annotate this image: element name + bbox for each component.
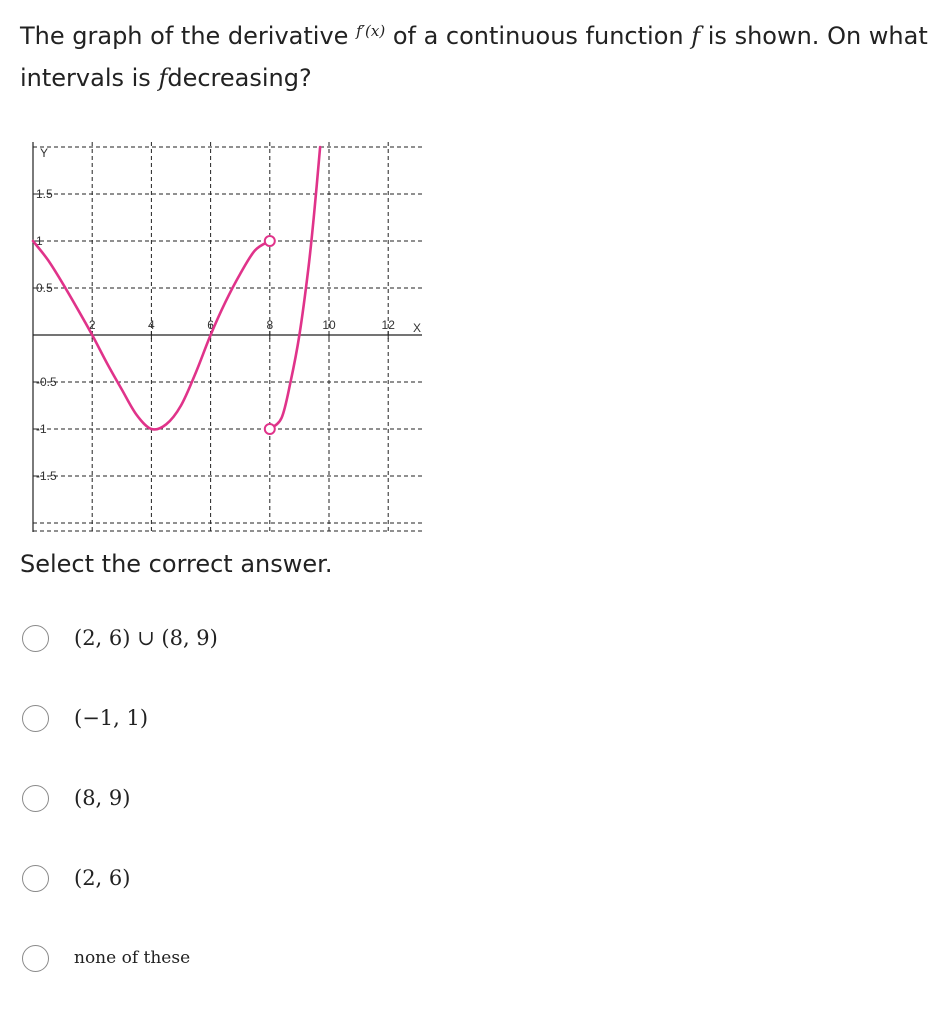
x-tick-label: 4	[148, 318, 155, 332]
x-tick-label: 6	[207, 318, 214, 332]
y-tick-label: 1	[36, 234, 43, 248]
option-d[interactable]	[22, 858, 522, 898]
f-prime-notation: f′(x)	[356, 22, 386, 40]
option-c[interactable]	[22, 778, 522, 818]
question-part2: of a continuous function	[392, 22, 684, 50]
question-part3: is shown. On what intervals is	[20, 22, 928, 92]
option-label: (8, 9)	[74, 786, 131, 810]
y-tick-label: -0.5	[36, 375, 57, 389]
radio-button[interactable]	[22, 945, 49, 972]
function-f: f	[691, 22, 701, 50]
select-prompt: Select the correct answer.	[20, 550, 333, 578]
x-tick-label: 8	[266, 318, 274, 332]
x-axis-label: X	[413, 321, 422, 335]
radio-button[interactable]	[22, 785, 49, 812]
radio-button[interactable]	[22, 865, 49, 892]
open-point	[265, 424, 275, 434]
grid	[33, 142, 422, 532]
y-axis-label: Y	[40, 146, 49, 160]
option-b[interactable]	[22, 698, 522, 738]
radio-button[interactable]	[22, 625, 49, 652]
option-label: none of these	[74, 948, 191, 968]
option-a[interactable]	[22, 618, 522, 658]
x-tick-label: 12	[381, 318, 395, 332]
x-tick-label: 2	[88, 318, 96, 332]
x-tick-label: 10	[322, 318, 336, 332]
y-tick-label: -1	[36, 422, 47, 436]
y-tick-label: 0.5	[36, 281, 53, 295]
question-part4: decreasing?	[167, 64, 312, 92]
option-e[interactable]	[22, 938, 522, 978]
derivative-graph	[30, 140, 425, 535]
option-label: (2, 6) ∪ (8, 9)	[74, 626, 218, 650]
y-tick-label: -1.5	[36, 469, 57, 483]
radio-button[interactable]	[22, 705, 49, 732]
function-f: f	[158, 64, 168, 92]
option-label: (2, 6)	[74, 866, 131, 890]
axes	[33, 142, 422, 532]
option-label: (−1, 1)	[74, 706, 149, 730]
y-tick-label: 1.5	[36, 187, 53, 201]
question-part1: The graph of the derivative	[20, 22, 349, 50]
open-point	[265, 236, 275, 246]
question-text	[20, 10, 935, 99]
